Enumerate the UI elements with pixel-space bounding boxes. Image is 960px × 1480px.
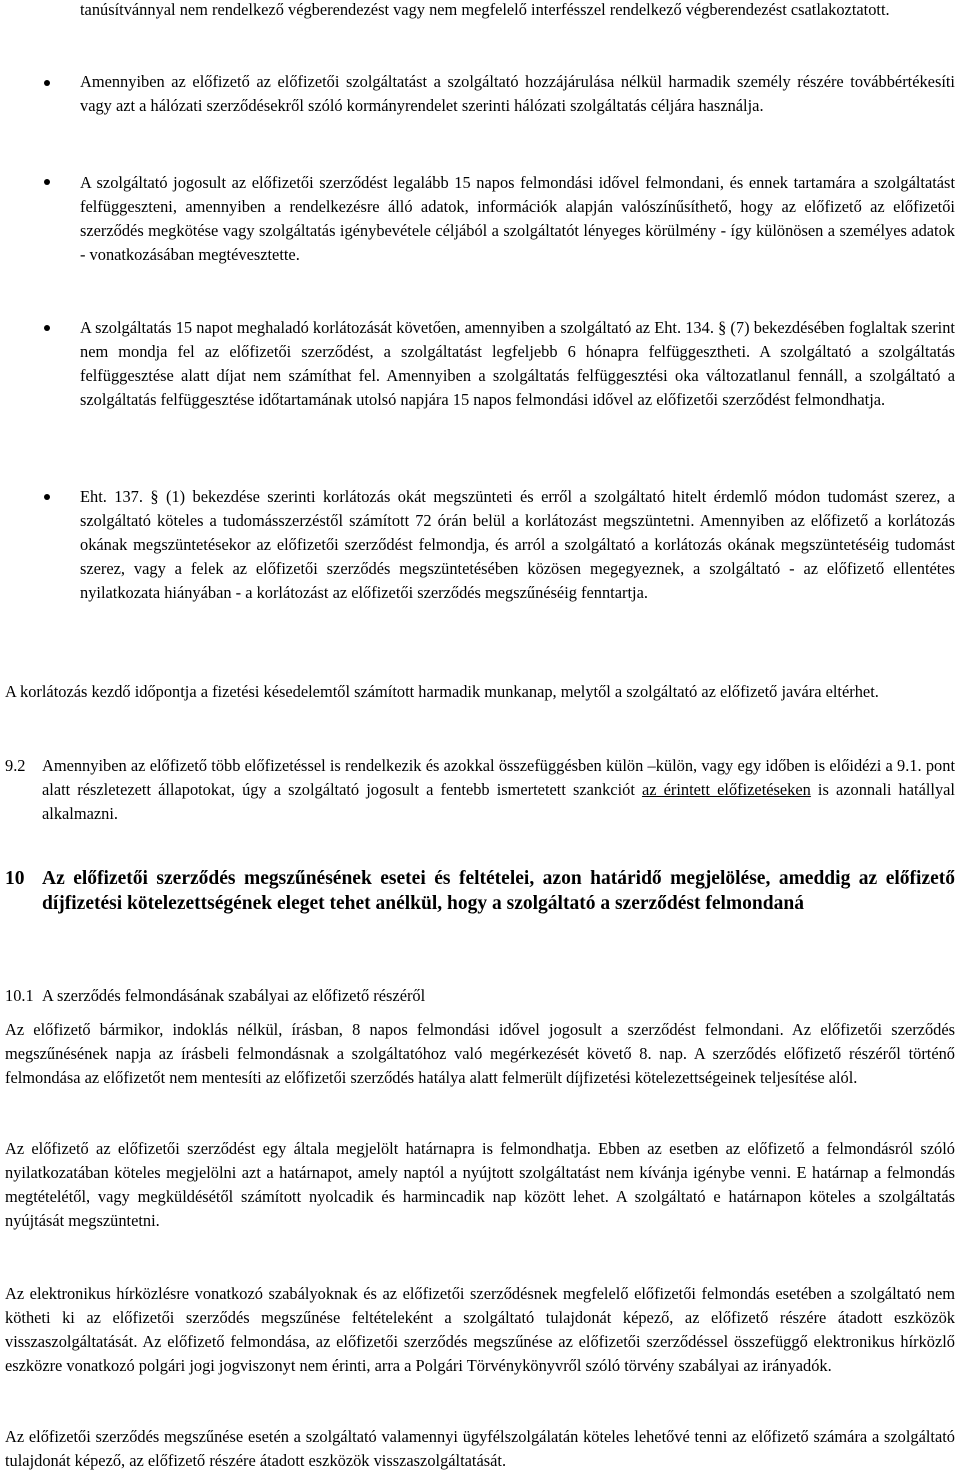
paragraph-1: Az előfizető bármikor, indoklás nélkül, írásban, 8 napos felmondási idővel jogosult a szerződést felmondani. Az előfizetői szerződés megszűnésének napja az írásbeli felmondásnak a szolgáltatóhoz való megérkezését követő 8. nap. A szerződés előfizető részéről történő felmondása az előfizetőt nem mentesíti az előfizetői szerződés hatálya alatt felmerült díjfizetési kötelezettségeinek teljesítése alól. xyxy=(5,1020,955,1087)
bullet-item-4: Eht. 137. § (1) bekezdése szerinti korlátozás okát megszünteti és erről a szolgáltató hitelt érdemlő módon tudomást szerez, a szolgáltató köteles a tudomásszerzéstől számított 72 órán belül a korlátozást megszüntetni. Amennyiben az előfizető a korlátozás okának megszüntetésekor az előfizetői szerződést felmondja, és arról a szolgáltató a korlátozás okának megszüntetéséig tudomást szerez, vagy a felek az előfizetői szerződés megszüntetésében közösen megegyeznek, a szolgáltató - az előfizető ellentétes nyilatkozata hiányában - a korlátozást az előfizetői szerződés megszűnéséig fenntartja. xyxy=(80,487,955,602)
section-number: 9.2 xyxy=(5,756,26,775)
underlined-phrase: az érintett előfizetéseken xyxy=(641,780,811,799)
bullet-dot xyxy=(44,494,50,500)
paragraph-restriction-start: A korlátozás kezdő időpontja a fizetési késedelemtől számított harmadik munkanap, melytől a szolgáltató az előfizető javára eltérhet. xyxy=(5,682,879,701)
bullet-item-1: Amennyiben az előfizető az előfizetői szolgáltatást a szolgáltató hozzájárulása nélkül harmadik személy részére továbbértékesíti vagy azt a hálózati szerződésekről szóló kormányrendelet szerinti hálózati szolgáltatás céljára használja. xyxy=(80,72,955,115)
bullet-dot xyxy=(44,325,50,331)
bullet-item-2: A szolgáltató jogosult az előfizetői szerződést legalább 15 napos felmondási idővel felmondani, és ennek tartamára a szolgáltatást felfüggeszteni, amennyiben a rendelkezésre álló adatok, információk alapján valószínűsíthető, hogy az előfizető az előfizetői szerződés megkötése vagy szolgáltatás igénybevétele céljából a szolgáltatót lényeges körülmény - így különösen a személyes adatok - vonatkozásában megtévesztette. xyxy=(80,173,955,264)
top-fragment: tanúsítvánnyal nem rendelkező végberendezést vagy nem megfelelő interfésszel rendelkező végberendezést csatlakoztatott. xyxy=(80,0,890,19)
section-9-2-text: Amennyiben az előfizető több előfizetéssel is rendelkezik és azokkal összefüggésben külön –külön, vagy egy időben is előidézi a 9.1. pont alatt részletezett állapotokat, úgy a szolgáltató jogosult a fentebb ismertetett szankciót az érintett előfizetéseken is azonnali hatállyal alkalmazni. xyxy=(42,756,955,823)
bullet-item-3: A szolgáltatás 15 napot meghaladó korlátozását követően, amennyiben a szolgáltató az Eht. 134. § (7) bekezdésében foglaltak szerint nem mondja fel az előfizetői szerződést, a szolgáltatást legfeljebb 6 hónapra felfüggesztheti. A szolgáltató a szolgáltatás felfüggesztése alatt díjat nem számíthat fel. Amennyiben a szolgáltatás felfüggesztési oka változatlanul fennáll, a szolgáltató a szolgáltatás felfüggesztése időtartamának utolsó napjára 15 napos felmondási idővel az előfizetői szerződést felmondhatja. xyxy=(80,318,955,409)
paragraph-4: Az előfizetői szerződés megszűnése esetén a szolgáltató valamennyi ügyfélszolgálatán köteles lehetővé tenni az előfizető számára a szolgáltató tulajdonát képező, az előfizető részére átadott eszközök visszaszolgáltatását. xyxy=(5,1427,955,1470)
bullet-dot xyxy=(44,179,50,185)
heading-10-title: Az előfizetői szerződés megszűnésének esetei és feltételei, azon határidő megjelölése, ameddig az előfizető díjfizetési kötelezettségének eleget tehet anélkül, hogy a szolgáltató a szerződést felmondaná xyxy=(42,868,955,914)
paragraph-3: Az elektronikus hírközlésre vonatkozó szabályoknak és az előfizetői szerződésnek megfelelő előfizetői felmondás esetében a szolgáltató nem kötheti ki az előfizetői szerződés megszűnése feltételeként a szolgáltató tulajdonát képező, az előfizető részére átadott eszközök visszaszolgáltatását. Az előfizető felmondása, az előfizetői szerződés megszűnése az előfizetői szerződéssel összefüggő elektronikus hírközlő eszközre vonatkozó polgári jogi jogviszonyt nem érinti, arra a Polgári Törvénykönyvről szóló törvény szabályai az irányadók. xyxy=(5,1284,955,1375)
paragraph-2: Az előfizető az előfizetői szerződést egy általa megjelölt határnapra is felmondhatja. Ebben az esetben az előfizető a felmondásról szóló nyilatkozatában köteles megjelölni azt a határnapot, amely naptól a nyújtott szolgáltatást nem kívánja igénybe venni. E határnap a felmondás megtételétől, vagy megküldésétől számított nyolcadik és harmincadik nap között lehet. A szolgáltató e határnapon köteles a szolgáltatás nyújtását megszüntetni. xyxy=(5,1139,955,1230)
heading-number: 10 xyxy=(5,868,25,889)
section-number: 10.1 xyxy=(5,986,34,1005)
section-10-1-title: A szerződés felmondásának szabályai az előfizető részéről xyxy=(42,986,426,1005)
bullet-dot xyxy=(44,80,50,86)
